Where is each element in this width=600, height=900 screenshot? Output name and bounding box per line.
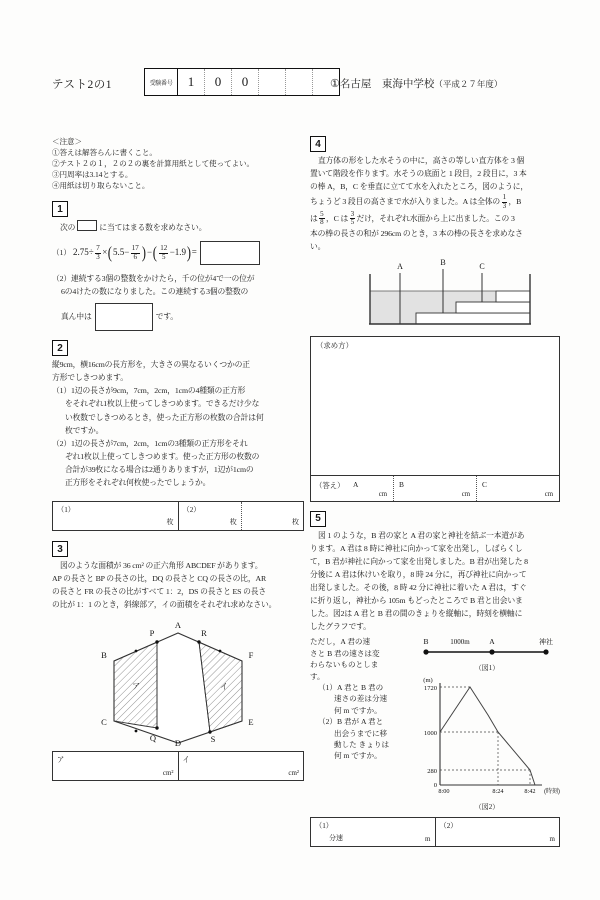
q4-work-label: （求め方） <box>316 340 353 350</box>
q3-line-1: 図のような面積が 36 cm² の正六角形 ABCDEF があります。 <box>60 561 263 571</box>
question-number-badge: 5 <box>310 511 326 527</box>
right-column <box>310 136 560 847</box>
q2-p2-line2: ぞれ1枚以上使ってしきつめます。使った正方形の枚数の <box>65 451 260 461</box>
svg-text:B: B <box>101 650 107 661</box>
q5-p1-line2: 速さの差は分速 <box>334 694 388 704</box>
q4-line-6: 本の棒の長さの和が 296cm のとき，3 本の棒の長さを求めなさ <box>310 228 523 238</box>
fraction-1-3: $\frac{1}{3}$ <box>502 193 506 210</box>
svg-text:A: A <box>489 637 495 647</box>
q1-label-1: （1） <box>52 248 71 258</box>
q2-p2-line1 <box>52 438 304 450</box>
q5-line-2: ります。A 君は 8 時に神社に向かって家を出発し，しばらくし <box>310 543 523 553</box>
q4-answer-unit-b: cm <box>461 490 470 498</box>
svg-text:1000m: 1000m <box>450 638 470 647</box>
svg-text:神社: 神社 <box>539 639 553 647</box>
q2-p1-text: 1辺の長さが9cm，7cm，2cm，1cmの4種類の正方形 <box>71 386 246 396</box>
fraction-12-5: $\frac{12}{5}$ <box>160 244 168 261</box>
exam-number-box <box>144 68 340 96</box>
svg-text:Q: Q <box>149 733 157 744</box>
q4-answer-cell-c[interactable] <box>477 476 559 501</box>
svg-text:C: C <box>479 261 485 271</box>
q5-p2-line3: 動した きょりは <box>334 739 390 749</box>
svg-text:0: 0 <box>433 782 437 790</box>
note-line: ③円周率は3.14とする。 <box>52 170 133 179</box>
svg-text:1000: 1000 <box>424 730 437 738</box>
q4-line-5 <box>310 211 560 227</box>
svg-text:S: S <box>210 734 216 745</box>
q4-line-5a: は <box>310 213 318 223</box>
formula-times: × <box>102 247 108 258</box>
school-year: （平成２７年度） <box>434 79 503 89</box>
note-line: ①答えは解答らんに書くこと。 <box>52 148 157 157</box>
q3-answer-unit-1: cm² <box>162 769 174 778</box>
question-4 <box>310 136 560 502</box>
q5-answer-tag-2: （2） <box>439 822 458 831</box>
q2-answer-unit-1: 枚 <box>166 518 174 527</box>
q3-line-4: の比が 1：1 のとき，斜線部ア，イの面積をそれぞれ求めなさい。 <box>52 600 277 610</box>
question-3-body <box>52 560 304 611</box>
q2-answer-cell-2[interactable] <box>179 502 304 530</box>
q2-lead-2: 方形でしきつめます。 <box>52 373 128 383</box>
svg-text:8:24: 8:24 <box>492 788 504 796</box>
q1-formula <box>52 241 304 265</box>
exam-digit-cell[interactable] <box>286 69 313 95</box>
inline-blank[interactable] <box>77 220 97 231</box>
q1-item2-line1 <box>52 273 304 285</box>
q5-p2-line2: 出会うまでに移 <box>334 728 388 738</box>
question-2-body <box>52 359 304 489</box>
q4-line-4a: ちょうど 3 段目の高さまで水が入りました。A は全体の <box>310 197 501 207</box>
q1-item2-line3 <box>52 303 304 331</box>
q5-figures <box>414 636 560 812</box>
svg-text:F: F <box>248 650 254 661</box>
q5-answer-cell-2[interactable] <box>436 818 560 846</box>
svg-text:R: R <box>201 628 207 639</box>
school-info <box>330 76 502 91</box>
svg-text:(時刻): (時刻) <box>544 789 560 796</box>
figure-1-road <box>414 636 560 662</box>
q2-p1-line4: 枚ですか。 <box>65 425 104 435</box>
svg-text:A: A <box>397 261 403 271</box>
note-line: ④用紙は切り取らないこと。 <box>52 181 150 190</box>
q5-answer-bar <box>310 817 560 847</box>
svg-text:(m): (m) <box>423 677 433 685</box>
q4-answer-cell-a[interactable] <box>311 476 394 501</box>
svg-text:8:42: 8:42 <box>524 788 536 796</box>
formula-inner-b: −1.9 <box>169 247 187 258</box>
q4-line-1: 直方体の形をした水そうの中に，高さの等しい直方体を 3 個 <box>318 156 525 165</box>
q1-label-2: （2） <box>52 274 72 284</box>
q3-answer-unit-2: cm² <box>288 769 299 778</box>
svg-text:D: D <box>174 738 182 748</box>
fraction-17-6: $\frac{17}{6}$ <box>131 244 139 261</box>
q2-answer-cell-1[interactable] <box>53 502 179 530</box>
paren-close-2: ) <box>186 242 191 262</box>
question-5 <box>310 511 560 813</box>
formula-minus: − <box>146 247 153 258</box>
q5-lower-block <box>310 636 560 812</box>
answer-blank-q1-2[interactable] <box>95 303 153 331</box>
q4-answer-tag-c: C <box>482 479 487 489</box>
q1-item2-line2: 6の4けたの数になりました。この連続する3個の整数の <box>61 287 249 297</box>
left-column <box>52 136 304 781</box>
exam-digit-cell[interactable]: 0 <box>232 69 259 95</box>
formula-inner-a: 5.5− <box>112 247 130 258</box>
q4-answer-prefix: （答え） <box>315 480 345 490</box>
q5-answer-cell-1[interactable] <box>311 818 436 846</box>
q5-label-1: （1） <box>318 682 337 692</box>
q5-p2-line4: 何 m ですか。 <box>334 751 382 761</box>
formula-equals: = <box>191 247 197 258</box>
svg-text:B: B <box>440 257 446 267</box>
svg-text:A: A <box>174 620 182 631</box>
q5-p1-line3: 何 m ですか。 <box>334 705 382 715</box>
q1-lead-b: に当てはまる数を求めなさい。 <box>99 223 207 232</box>
q4-line-5b: ，C は <box>326 213 349 223</box>
q3-answer-cell-2[interactable] <box>179 752 304 780</box>
q2-p1-line1 <box>52 385 304 397</box>
q4-answer-row <box>310 476 560 502</box>
svg-text:280: 280 <box>427 768 437 776</box>
q5-line-3: て，B 君が神社に向かって家を出発しました。B 君が出発した 8 <box>310 556 528 566</box>
q2-p2-line4: 正方形をそれぞれ何枚使ったでしょうか。 <box>65 477 211 487</box>
q3-line-3: の長さと FR の長さの比がすべて 1：2，DS の長さと ES の長さ <box>52 587 267 597</box>
q4-work-area[interactable] <box>310 336 560 476</box>
q5-p1-line1 <box>310 682 414 693</box>
q2-lead-1: 縦9cm，横16cmの長方形を，大きさの異なるいくつかの正 <box>52 360 250 370</box>
q3-line-2: AP の長さと BP の長さの比，DQ の長さと CQ の長さの比，AR <box>52 574 267 584</box>
q5-p1-text: A 君と B 君の <box>336 682 384 692</box>
q4-line-4 <box>310 194 560 210</box>
exam-digit-cell[interactable]: 0 <box>205 69 232 95</box>
formula-start: 2.75÷ <box>72 247 94 258</box>
q5-p2-text: B 君が A 君と <box>336 717 384 727</box>
q5-line-5: 出発しました。その後，8 時 42 分に神社に着いた A 君は，すぐ <box>310 583 527 593</box>
svg-text:ア: ア <box>132 682 140 692</box>
question-3 <box>52 541 304 747</box>
q1-item2-prefix: 真ん中は <box>61 312 92 322</box>
svg-text:8:00: 8:00 <box>438 788 450 796</box>
q4-answer-unit-c: cm <box>544 490 553 498</box>
question-1-body <box>52 220 304 331</box>
figure-1-caption: （図1） <box>474 664 500 673</box>
question-number-badge: 3 <box>52 541 68 557</box>
exam-digit-cell[interactable]: 1 <box>178 69 205 95</box>
svg-text:P: P <box>149 628 155 639</box>
q5-answer-unit-2: m <box>549 835 555 844</box>
question-number-badge: 4 <box>310 136 326 152</box>
water-tank-figure <box>310 256 560 334</box>
exam-number-label: 受験番号 <box>145 69 178 95</box>
answer-blank-q1-1[interactable] <box>200 241 260 265</box>
page-header <box>52 68 552 102</box>
q3-answer-tag-1: ア <box>57 756 65 765</box>
svg-text:1720: 1720 <box>424 685 437 693</box>
q5-answer-sub-1: 分速 <box>329 834 343 843</box>
q3-answer-tag-2: イ <box>182 756 190 765</box>
notes-block <box>52 136 304 191</box>
q2-p2-text: 1辺の長さが7cm，2cm，1cmの3種類の正方形をそれ <box>71 438 248 448</box>
q5-line-11: わらないものとしま <box>310 660 379 670</box>
q4-line-4b: ，B <box>508 197 522 207</box>
fraction-5-8: $\frac{5}{8}$ <box>320 209 324 227</box>
q1-item2-text: 連続する3個の整数をかけたら，千の位が4で一の位が <box>71 274 255 284</box>
q4-line-2: 置いて階段を作ります。水そうの底面と 1 段目，2 段目に，3 本 <box>310 169 527 179</box>
paren-close: ) <box>141 242 147 262</box>
page-mark-icon: ① <box>330 78 340 90</box>
note-line: ②テスト２の１，２の２の裏を計算用紙として使ってよい。 <box>52 159 255 168</box>
paren-open: ( <box>107 242 113 262</box>
q4-line-3: の棒 A，B，C を垂直に立てて水を入れたところ，図のように， <box>310 182 528 192</box>
figure-2-caption: （図2） <box>474 803 500 812</box>
q5-p2-line1 <box>310 716 414 727</box>
school-name: 名古屋 東海中学校 <box>339 79 435 90</box>
q1-lead <box>52 220 304 234</box>
q2-p1-line3: い枚数でしきつめるとき，使った正方形の枚数の合計は何 <box>65 412 264 422</box>
q2-p1-line2: をそれぞれ1枚以上使ってしきつめます。できるだけ少な <box>65 399 260 409</box>
q4-answer-tag-b: B <box>399 479 404 489</box>
q3-answer-cell-1[interactable] <box>53 752 179 780</box>
q2-answer-tag-1: （1） <box>57 506 75 515</box>
svg-text:C: C <box>101 717 107 728</box>
svg-text:イ: イ <box>220 682 228 692</box>
q2-answer-tag-2: （2） <box>182 506 201 515</box>
figure-2-graph <box>414 673 560 801</box>
q4-line-7: い。 <box>310 241 326 251</box>
question-number-badge: 2 <box>52 340 68 356</box>
q1-item2-suffix: です。 <box>155 312 178 322</box>
q2-label-1: （1） <box>52 386 72 396</box>
q2-answer-unit-2b: 枚 <box>292 518 299 527</box>
question-1 <box>52 201 304 331</box>
q5-answer-tag-1: （1） <box>315 822 333 831</box>
q5-line-8: したグラフです。 <box>310 622 371 632</box>
paren-open-2: ( <box>152 242 157 262</box>
q3-answer-bar <box>52 751 304 781</box>
q5-line-4: 分後に A 君は休けいを取り，8 時 24 分に，再び神社に向かって <box>310 570 527 579</box>
q5-answer-unit-1: m <box>425 835 431 844</box>
test-label: テスト2の1 <box>52 79 113 91</box>
q2-label-2: （2） <box>52 438 72 448</box>
q2-answer-unit-2a: 枚 <box>229 518 237 527</box>
svg-text:E: E <box>248 717 254 728</box>
q4-answer-cell-b[interactable] <box>394 476 477 501</box>
q5-label-2: （2） <box>318 717 337 727</box>
q4-answer-unit-a: cm <box>378 490 387 498</box>
question-2 <box>52 340 304 489</box>
fraction-7-3: $\frac{7}{3}$ <box>96 244 100 261</box>
q5-line-6: に折り返し，神社から 105m もどったところで B 君と出会いま <box>310 596 523 606</box>
fraction-3-5: $\frac{3}{5}$ <box>350 209 355 227</box>
q5-line-1: 図 1 のような，B 君の家と A 君の家と神社を結ぶ一本道があ <box>318 530 525 540</box>
q4-answer-tag-a: A <box>353 479 359 489</box>
q5-line-12: す。 <box>310 671 325 681</box>
hexagon-figure <box>52 615 304 747</box>
q5-line-10: さと B 君の速さは変 <box>310 648 380 658</box>
question-number-badge: 1 <box>52 201 68 217</box>
q1-lead-a: 次の <box>60 223 76 232</box>
q2-p2-line3: 合計が39枚になる場合は2通りありますが，1辺が1cmの <box>65 464 254 474</box>
notes-title: ＜注意＞ <box>52 137 82 146</box>
question-5-body <box>310 530 560 634</box>
svg-text:B: B <box>423 637 429 647</box>
q2-answer-bar <box>52 501 304 531</box>
question-4-body <box>310 155 560 253</box>
exam-digit-cell[interactable] <box>259 69 286 95</box>
q5-line-7: した。図2は A 君と B 君の間のきょりを縦軸に，時刻を横軸に <box>310 609 523 619</box>
q5-subquestions <box>310 636 414 812</box>
q5-line-9: ただし，A 君の速 <box>310 637 371 647</box>
q4-line-5c: だけ，それぞれ水面から上に出ました。この 3 <box>356 213 515 223</box>
